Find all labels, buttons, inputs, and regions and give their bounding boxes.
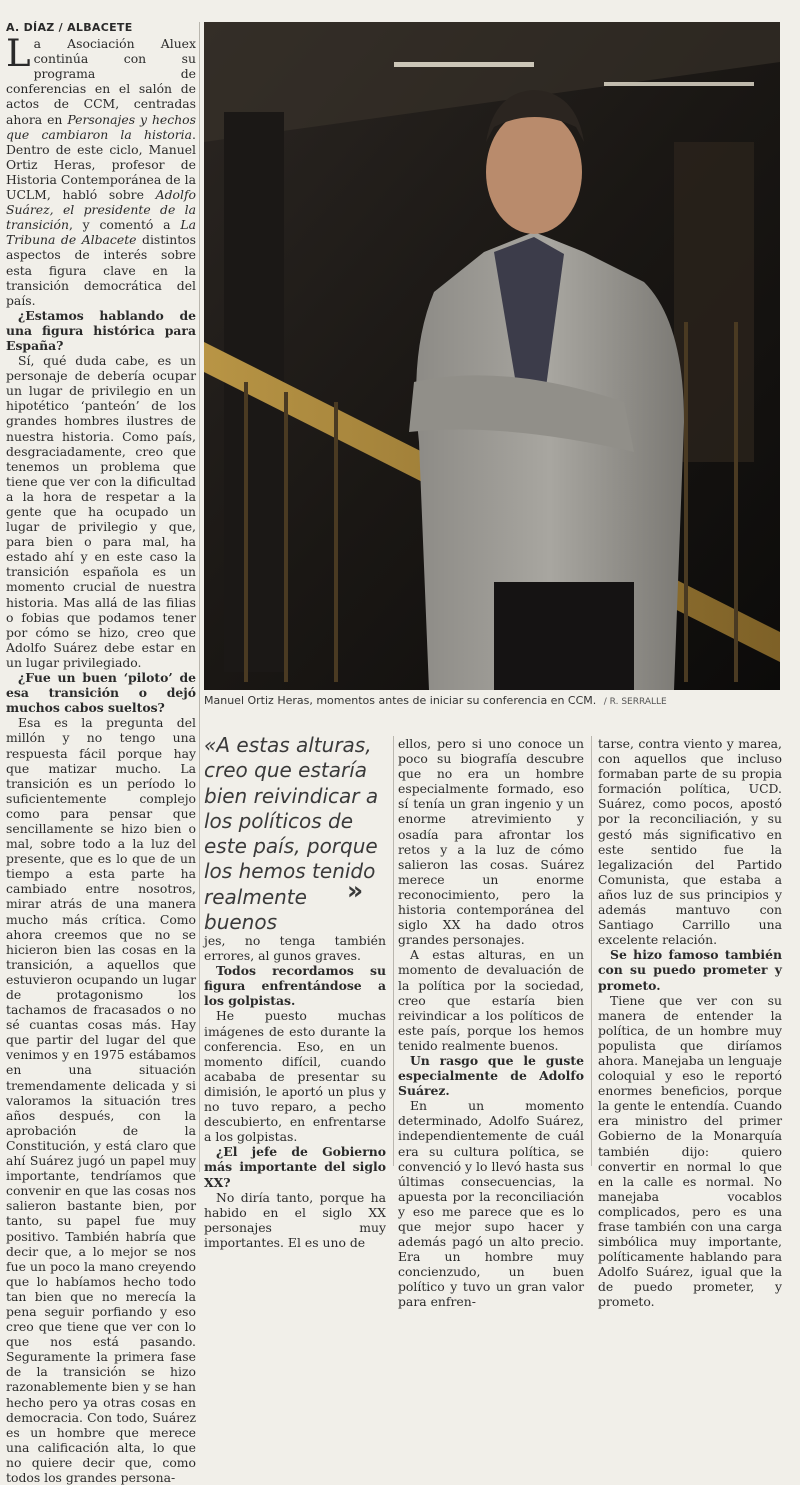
intro-paragraph: La Asociación Aluex continúa con su programa de conferencias en el salón de actos de CCM, centradas ahora en Personajes y hechos que cambiaron la historia. Dentro de este ciclo, Manuel Ortiz Heras, profesor de Historia Contemporánea de la UCLM, habló sobre Adolfo Suárez, el presidente de la transición, y comentó a La Tribuna de Albacete distintos aspectos de interés sobre esta figura clave en la transición democrática del país. bbox=[6, 32, 197, 308]
article-column-2 bbox=[204, 933, 386, 1250]
photo-caption bbox=[204, 694, 780, 707]
answer-6: Tiene que ver con su manera de entender la política, de un hombre muy populista que diríamos ahora. Manejaba un lenguaje coloquial y eso le reportó enormes beneficios, porque la gente le entendía. Cuando era ministro del primer Gobierno de la Monarquía también dijo: quiero convertir en normal lo que en la calle es normal. No manejaba vocablos complicados, pero es una frase también con una carga simbólica muy importante, políticamente hablando para Adolfo Suárez, igual que la de puedo prometer, y prometo. bbox=[598, 992, 782, 1310]
question-4: ¿El jefe de Gobierno más importante del siglo XX? bbox=[204, 1144, 386, 1190]
answer-5-cont: tarse, contra viento y marea, con aquellos que incluso formaban parte de su propia formación política, UCD. Suárez, como pocos, apostó por la reconciliación, y su gestó más significativo en este sentido fue la legalización del Partido Comunista, que estaba a años luz de sus principios y además mantuvo con Santiago Carrillo una excelente relación. bbox=[598, 736, 782, 948]
pull-quote-mark: » bbox=[347, 876, 364, 905]
question-2: ¿Fue un buen ‘piloto’ de esa transición o dejó muchos cabos sueltos? bbox=[6, 670, 196, 716]
answer-1: Sí, qué duda cabe, es un personaje de debería ocupar un lugar de privilegio en un hipotético ‘panteón’ de los grandes hombres ilustres de nuestra historia. Como país, desgraciadamente, creo que tenemos un problema que tiene que ver con la dificultad a la hora de respetar a la gente que ha ocupado un lugar de privilegio y que, para bien o para mal, ha estado ahí y en este caso la transición española es un momento crucial de nuestra historia. Mas allá de las filias o fobias que podamos tener por cómo se hizo, creo que Adolfo Suárez debe estar en un lugar privilegiado. bbox=[6, 353, 196, 670]
answer-2-end: jes, no tenga también errores, al gunos graves. bbox=[204, 933, 386, 964]
column-divider bbox=[199, 22, 200, 1172]
portrait-illustration bbox=[204, 22, 780, 690]
pull-quote: «A estas alturas, creo que estaría bien reivindicar a los políticos de este país, porque los hemos tenido realmente buenos bbox=[204, 733, 379, 935]
answer-4-cont: ellos, pero si uno conoce un poco su biografía descubre que no era un hombre especialmente formado, eso sí tenía un gran ingenio y un enorme atrevimiento y osadía para afrontar los retos y a la luz de cómo salieron las cosas. Suárez merece un enorme reconocimiento, pero la historia contemporánea del siglo XX ha dado otros grandes personajes. bbox=[398, 736, 584, 948]
question-5: Un rasgo que le guste especialmente de Adolfo Suárez. bbox=[398, 1052, 584, 1099]
photo-credit: / R. SERRALLE bbox=[603, 697, 667, 707]
caption-text: Manuel Ortiz Heras, momentos antes de iniciar su conferencia en CCM. bbox=[204, 694, 597, 707]
drop-cap: L bbox=[6, 32, 31, 76]
byline: A. DÍAZ / ALBACETE bbox=[6, 21, 133, 34]
question-6: Se hizo famoso también con su puedo prometer y prometo. bbox=[598, 947, 782, 993]
article-column-1 bbox=[6, 20, 197, 1485]
question-3: Todos recordamos su figura enfrentándose a los golpistas. bbox=[204, 963, 386, 1009]
article-column-4 bbox=[598, 736, 782, 1310]
article-column-3 bbox=[398, 736, 584, 1310]
column-divider-3 bbox=[591, 736, 592, 1166]
answer-3: He puesto muchas imágenes de esto durante la conferencia. Eso, en un momento difícil, cuando acababa de presentar su dimisión, le aportó un plus y no tuvo reparo, a pecho descubierto, en enfrentarse a los golpistas. bbox=[204, 1008, 386, 1145]
answer-2: Esa es la pregunta del millón y no tengo una respuesta fácil porque hay que matizar mucho. La transición es un período lo suficientemente complejo como para pensar que sencillamente se hizo bien o mal, sobre todo a la luz del presente, que es lo que de un tiempo a esta parte ha cambiado entre nosotros, mirar atrás de una manera mucho más crítica. Como ahora creemos que no se hicieron bien las cosas en la transición, a aquellos que estuvieron ocupando un lugar de protagonismo los tachamos de fracasados o no sé cuantas cosas más. Hay que partir del lugar del que venimos y en 1975 estábamos en una situación tremendamente delicada y si valoramos la situación tres años después, con la aprobación de la Constitución, y está claro que ahí Suárez jugó un papel muy importante, tendríamos que convenir en que las cosas nos salieron bastante bien, por tanto, su papel fue muy positivo. También habría que decir que, a lo mejor se nos fue un poco la mano creyendo que lo habíamos hecho todo tan bien que no merecía la pena seguir porfiando y eso creo que tiene que ver con lo que nos está pasando. Seguramente la primera fase de la transición se hizo razonablemente bien y se han hecho pero ya otras cosas en democracia. Con todo, Suárez es un hombre que merece una calificación alta, lo que no quiere decir que, como todos los grandes persona- bbox=[6, 715, 196, 1485]
question-1: ¿Estamos hablando de una figura histórica para España? bbox=[6, 307, 196, 353]
answer-5: En un momento determinado, Adolfo Suárez, independientemente de cuál era su cultura política, se convenció y lo llevó hasta sus últimas consecuencias, la apuesta por la reconciliación y eso me parece que es lo que mejor supo hacer y además pagó un alto precio. Era un hombre muy concienzudo, un buen político y tuvo un gran valor para enfren- bbox=[398, 1098, 584, 1310]
column-divider-2 bbox=[393, 736, 394, 1166]
portrait-photo bbox=[204, 22, 780, 690]
answer-4: No diría tanto, porque ha habido en el siglo XX personajes muy importantes. El es uno de bbox=[204, 1189, 386, 1250]
answer-4b: A estas alturas, en un momento de devaluación de la política por la sociedad, creo que estaría bien reivindicar a los políticos de este país, porque los hemos tenido realmente buenos. bbox=[398, 947, 584, 1053]
